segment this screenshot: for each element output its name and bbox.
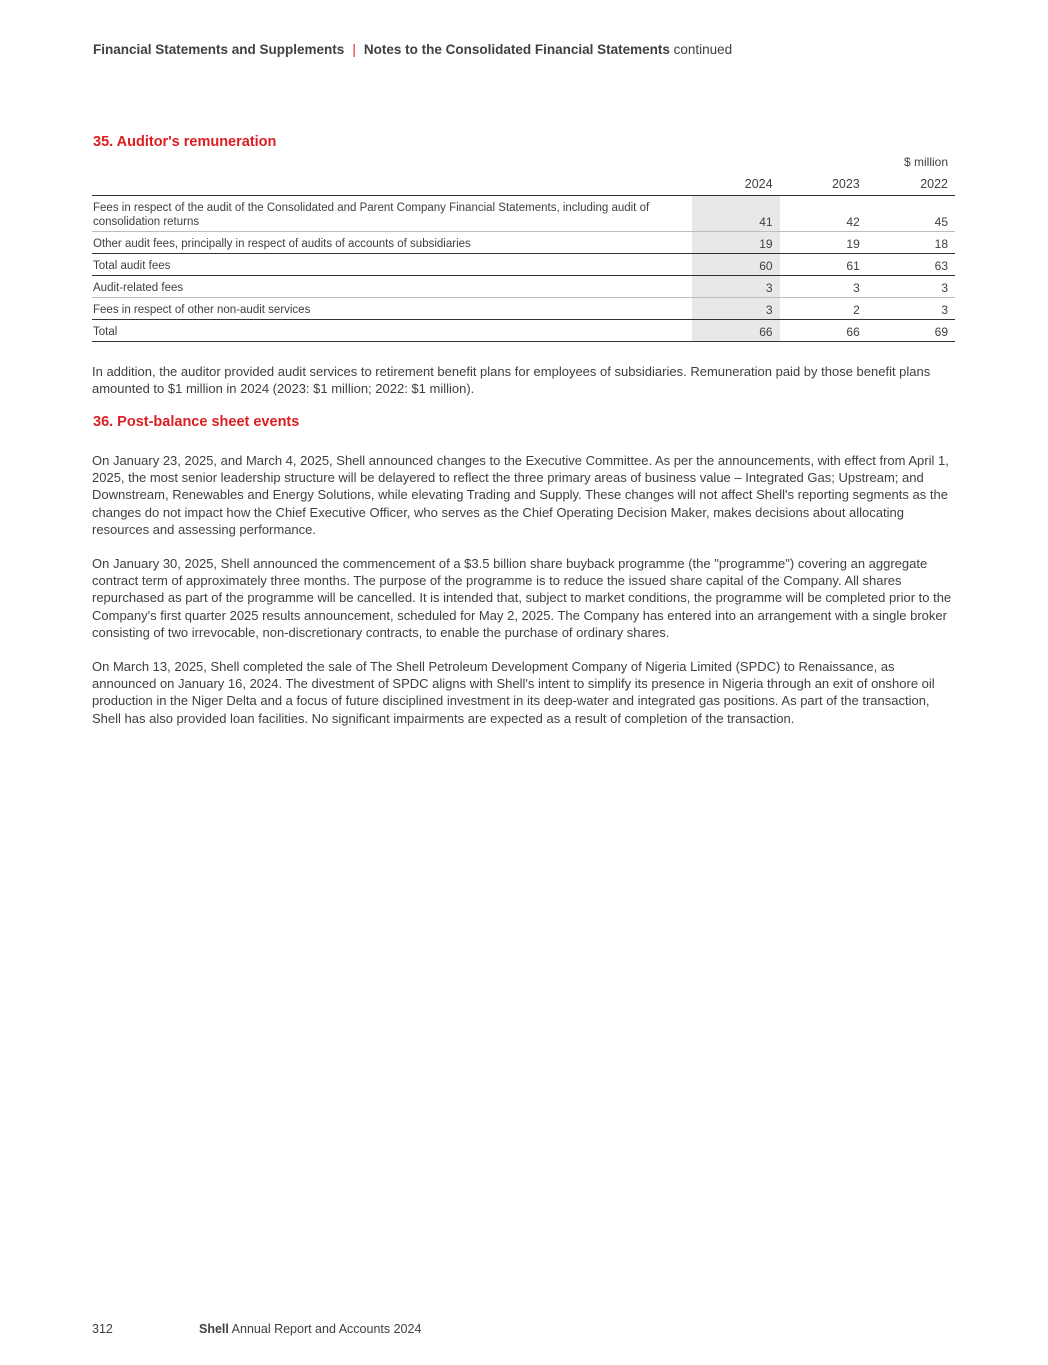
footer-brand: Shell bbox=[199, 1322, 229, 1336]
cell-2024: 3 bbox=[692, 298, 779, 320]
col-header-2023: 2023 bbox=[780, 174, 867, 196]
table-row bbox=[92, 320, 955, 342]
cell-2023: 3 bbox=[780, 276, 867, 298]
table-row bbox=[92, 232, 955, 254]
table-header-row bbox=[92, 174, 955, 196]
table-row bbox=[92, 254, 955, 276]
header-separator: | bbox=[352, 42, 356, 57]
cell-2024: 41 bbox=[692, 196, 779, 232]
cell-2022: 63 bbox=[867, 254, 955, 276]
note36-paragraph-2: On January 30, 2025, Shell announced the commencement of a $3.5 billion share buyback programme (the "programme") covering an aggregate contract term of approximately three months. The purpose of the programme is to reduce the issued share capital of the Company. All shares repurchased as part of the programme will be cancelled. It is intended that, subject to market conditions, the programme will be completed prior to the Company's first quarter 2025 results announcement, scheduled for May 2, 2025. The Company has entered into an arrangement with a single broker consisting of two irrevocable, non-discretionary contracts, to enable the purchase of ordinary shares. bbox=[92, 556, 952, 640]
row-label: Fees in respect of other non-audit services bbox=[92, 298, 692, 320]
row-label: Other audit fees, principally in respect of audits of accounts of subsidiaries bbox=[92, 232, 692, 254]
cell-2023: 61 bbox=[780, 254, 867, 276]
cell-2024: 3 bbox=[692, 276, 779, 298]
table-unit: $ million bbox=[903, 155, 948, 169]
cell-2023: 66 bbox=[780, 320, 867, 342]
note36-title: 36. Post-balance sheet events bbox=[93, 414, 300, 430]
cell-2023: 19 bbox=[780, 232, 867, 254]
table-row bbox=[92, 276, 955, 298]
table-row bbox=[92, 196, 955, 232]
footer-report-title: Annual Report and Accounts 2024 bbox=[231, 1322, 422, 1336]
header-continued: continued bbox=[673, 42, 733, 57]
cell-2023: 42 bbox=[780, 196, 867, 232]
note36-paragraph-3: On March 13, 2025, Shell completed the sale of The Shell Petroleum Development Company of Nigeria Limited (SPDC) to Renaissance, as announced on January 16, 2024. The divestment of SPDC aligns with Shell's intent to simplify its presence in Nigeria through an exit of onshore oil production in the Niger Delta and a focus of future disciplined investment in its deep-water and integrated gas positions. As part of the transaction, Shell has also provided loan facilities. No significant impairments are expected as a result of completion of the transaction. bbox=[92, 659, 935, 726]
note35-paragraph: In addition, the auditor provided audit services to retirement benefit plans for employees of subsidiaries. Remuneration paid by those benefit plans amounted to $1 million in 2024 (2023: $1 million; 2022: $1 million). bbox=[92, 364, 931, 397]
col-header-2024: 2024 bbox=[692, 174, 779, 196]
cell-2022: 3 bbox=[867, 298, 955, 320]
row-label: Fees in respect of the audit of the Consolidated and Parent Company Financial Statements, including audit of consolidation returns bbox=[92, 196, 692, 232]
cell-2023: 2 bbox=[780, 298, 867, 320]
cell-2024: 66 bbox=[692, 320, 779, 342]
auditor-remuneration-table bbox=[92, 174, 955, 342]
row-label: Total audit fees bbox=[92, 254, 692, 276]
col-header-2022: 2022 bbox=[867, 174, 955, 196]
running-header bbox=[93, 42, 732, 57]
cell-2022: 18 bbox=[867, 232, 955, 254]
cell-2024: 60 bbox=[692, 254, 779, 276]
cell-2022: 3 bbox=[867, 276, 955, 298]
header-notes-title: Notes to the Consolidated Financial Statements bbox=[363, 42, 670, 57]
cell-2024: 19 bbox=[692, 232, 779, 254]
page-footer bbox=[92, 1322, 421, 1336]
table-row bbox=[92, 298, 955, 320]
row-label: Total bbox=[92, 320, 692, 342]
note36-paragraph-1: On January 23, 2025, and March 4, 2025, Shell announced changes to the Executive Committee. As per the announcements, with effect from April 1, 2025, the most senior leadership structure will be delayered to reflect the three primary areas of business value – Integrated Gas; Upstream; and Downstream, Renewables and Energy Solutions, while elevating Trading and Supply. These changes will not affect Shell's reporting segments as the changes do not impact how the Chief Executive Officer, who serves as the Chief Operating Decision Maker, makes decisions about allocating resources and assessing performance. bbox=[92, 453, 949, 537]
cell-2022: 69 bbox=[867, 320, 955, 342]
header-section: Financial Statements and Supplements bbox=[93, 42, 345, 57]
note35-title: 35. Auditor's remuneration bbox=[93, 134, 277, 150]
page-number: 312 bbox=[92, 1322, 113, 1336]
cell-2022: 45 bbox=[867, 196, 955, 232]
header-label-cell bbox=[92, 174, 692, 196]
row-label: Audit-related fees bbox=[92, 276, 692, 298]
